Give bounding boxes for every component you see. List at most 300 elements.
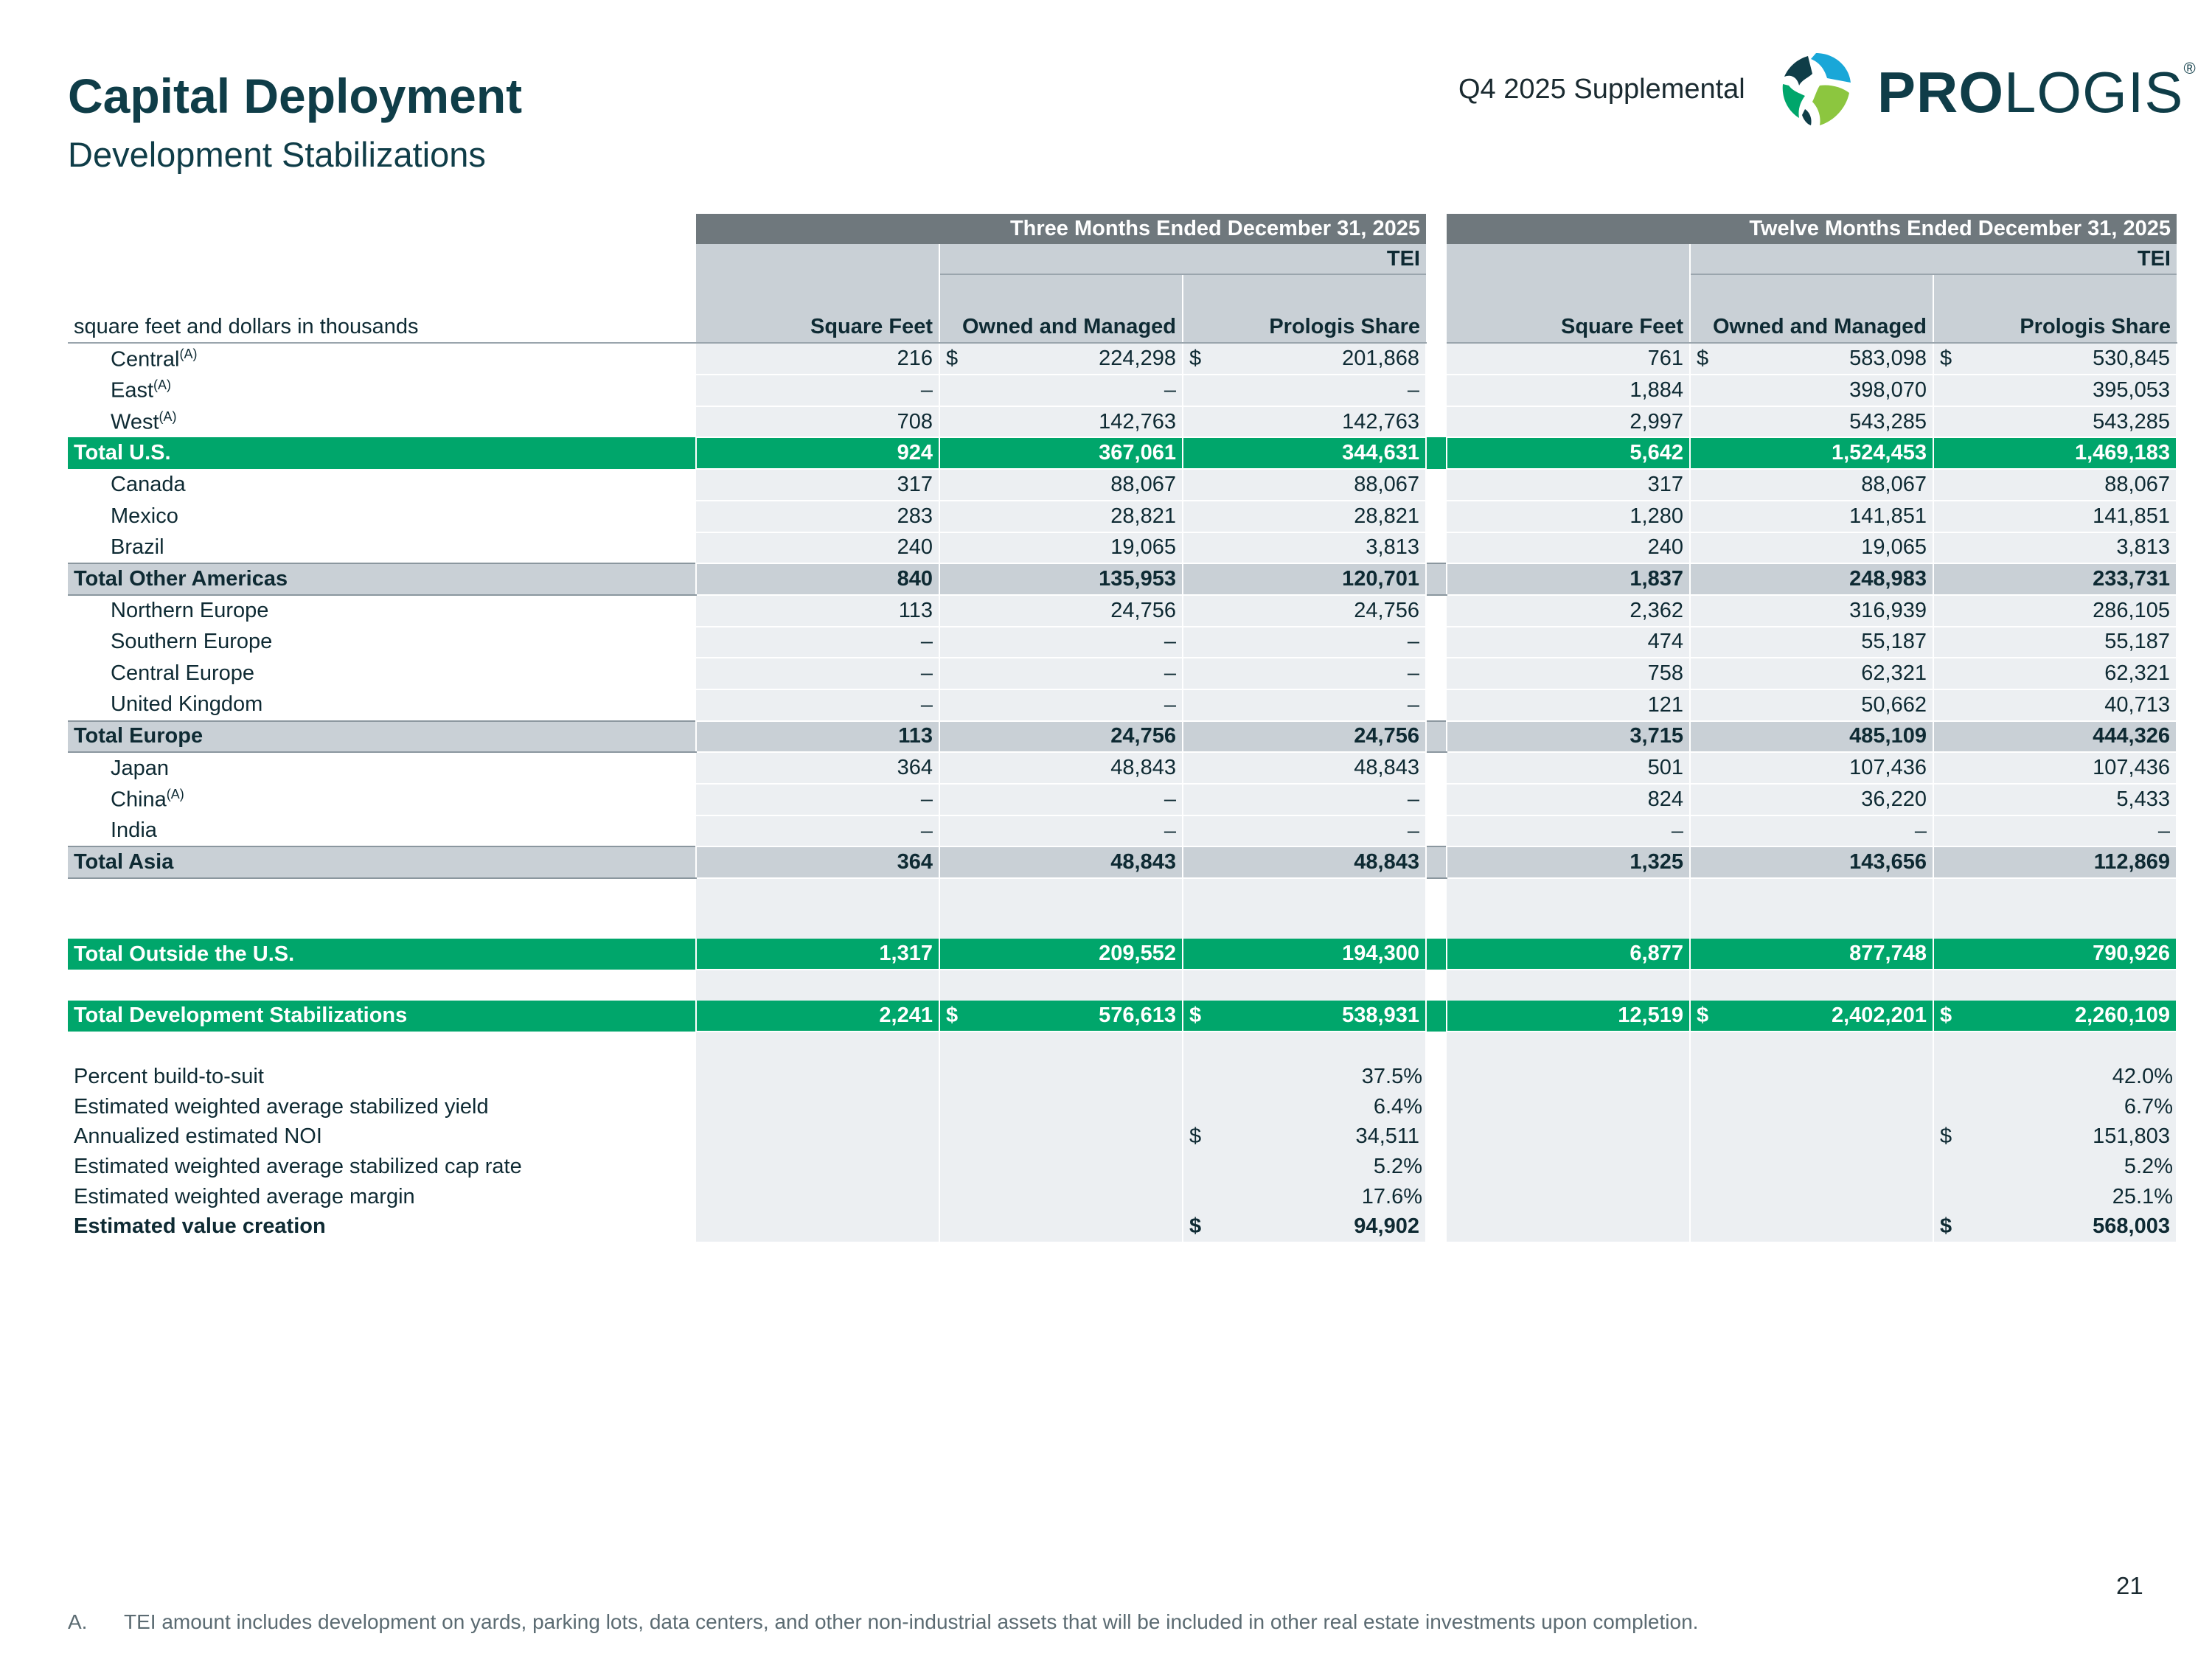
value-cell [939,1001,1183,1032]
cell-value: 48,843 [1354,756,1419,780]
value-cell [1690,627,1933,658]
table-row [68,375,2177,406]
value-cell [1447,501,1690,532]
table-row [68,689,2177,721]
tei-label-y: TEI [1690,244,2177,275]
value-cell [1690,658,1933,689]
metric-label: Estimated weighted average stabilized yield [74,1094,489,1119]
cell-value: – [1407,692,1419,717]
value-cell [696,939,939,970]
cell-value: 88,067 [1110,472,1176,496]
cell-value: – [920,787,933,811]
cell-value: 790,926 [2093,942,2170,966]
metric-number: 42.0 [2112,1065,2154,1089]
value-cell [1447,343,1690,375]
value-cell [939,595,1183,627]
empty-cell [1447,1182,1690,1212]
value-cell [1690,532,1933,564]
cell-value: – [1164,630,1176,654]
row-label [68,627,696,658]
cell-value: 19,065 [1110,535,1176,560]
percent-sign: % [2154,1184,2173,1208]
cell-value: 24,756 [1110,598,1176,622]
metric-value [1183,1062,1426,1092]
metric-value [1183,1122,1426,1152]
cell-value: 824 [1647,787,1683,811]
page-number: 21 [2116,1572,2143,1599]
metric-number: 37.5 [1361,1065,1404,1089]
cell-value: 1,884 [1630,378,1683,402]
metric-number: 6.7 [2124,1094,2154,1119]
row-label [68,815,696,847]
metric-value [1933,1092,2177,1122]
value-cell [939,406,1183,438]
cell-value: – [920,378,933,402]
value-cell [1690,437,1933,469]
metric-value [1933,1062,2177,1092]
col-owned-managed: Owned and Managed [939,274,1183,343]
value-cell [1447,563,1690,595]
empty-cell [1447,1062,1690,1092]
value-cell [696,406,939,438]
row-label [68,469,696,501]
value-cell [1183,689,1426,721]
value-cell [1690,721,1933,753]
value-cell [1933,815,2177,847]
value-cell [939,815,1183,847]
row-label [68,595,696,627]
value-cell [1447,406,1690,438]
empty-cell [939,1182,1183,1212]
percent-sign: % [2154,1155,2173,1179]
spacer-row [68,1032,2177,1062]
empty-cell [696,1212,939,1242]
value-cell [696,658,939,689]
value-cell [1447,784,1690,815]
cell-value: 317 [1647,472,1683,496]
value-cell [1183,721,1426,753]
value-cell [696,846,939,878]
metric-number: 17.6 [1361,1184,1404,1208]
value-cell [939,563,1183,595]
value-cell [1447,595,1690,627]
cell-value: 474 [1647,630,1683,654]
empty-cell [1447,1152,1690,1182]
cell-value: 1,837 [1630,567,1683,591]
row-label-text: Total U.S. [74,441,171,465]
cell-value: – [1164,818,1176,843]
col-square-feet: Square Feet [1447,274,1690,343]
value-cell [696,532,939,564]
value-cell [1690,501,1933,532]
row-label-text: West [111,410,159,434]
cell-value: 107,436 [2093,756,2170,780]
cell-value: – [1407,630,1419,654]
cell-value: 761 [1647,347,1683,371]
empty-cell [939,1062,1183,1092]
empty-cell [696,1062,939,1092]
value-cell [1933,343,2177,375]
percent-sign: % [2154,1065,2173,1089]
metric-value [1183,1092,1426,1122]
cell-value: 62,321 [2104,661,2170,686]
cell-value: 12,519 [1618,1003,1683,1027]
cell-value: 48,843 [1110,756,1176,780]
cell-value: – [1407,661,1419,686]
value-cell [1933,375,2177,406]
metric-number: 34,511 [1355,1124,1419,1149]
value-cell [939,939,1183,970]
value-cell [1183,846,1426,878]
row-label [68,689,696,721]
value-cell [1447,532,1690,564]
globe-icon [1775,49,1857,130]
empty-cell [1447,1122,1690,1152]
cell-value: 1,524,453 [1831,441,1927,465]
cell-value: 395,053 [2093,378,2170,402]
total-row [68,437,2177,469]
table-row [68,627,2177,658]
units-label: square feet and dollars in thousands [68,274,696,343]
development-stabilizations-table [68,214,2177,1242]
value-cell [696,689,939,721]
metric-value [1183,1182,1426,1212]
value-cell [1933,721,2177,753]
cell-value: 367,061 [1099,441,1176,465]
footnote-text: TEI amount includes development on yards, parking lots, data centers, and other non-industrial assets that will be included in other real estate investments upon completion. [124,1610,1699,1633]
cell-value: 62,321 [1861,661,1927,686]
footnote [68,1610,1698,1634]
cell-value: 3,813 [2116,535,2170,560]
cell-value: 107,436 [1849,756,1927,780]
cell-value: 3,715 [1630,724,1683,748]
percent-sign: % [2154,1094,2173,1119]
value-cell [1690,689,1933,721]
value-cell [1933,658,2177,689]
value-cell [1690,815,1933,847]
cell-value: – [1164,661,1176,686]
cell-value: 248,983 [1849,567,1927,591]
value-cell [1183,658,1426,689]
value-cell [1447,437,1690,469]
empty-cell [939,1212,1183,1242]
value-cell [939,343,1183,375]
row-label [68,721,696,753]
period-header-row [68,214,2177,244]
value-cell [939,532,1183,564]
table-row [68,784,2177,815]
cell-value: 48,843 [1110,850,1176,874]
value-cell [696,784,939,815]
value-cell [939,752,1183,784]
value-cell [696,752,939,784]
row-label-text: Japan [111,756,170,780]
supplemental-label: Q4 2025 Supplemental [1458,74,1745,105]
percent-sign: % [1403,1184,1422,1208]
value-cell [1933,939,2177,970]
metric-row [68,1122,2177,1152]
table-row [68,469,2177,501]
row-label [68,375,696,406]
metric-number: 5.2 [2124,1155,2154,1179]
cell-value: 1,469,183 [2074,441,2170,465]
value-cell [1183,752,1426,784]
currency-symbol: $ [1189,1003,1202,1027]
cell-value: 2,241 [879,1003,933,1027]
cell-value: – [1407,378,1419,402]
currency-symbol: $ [1697,1003,1709,1027]
value-cell [939,437,1183,469]
row-label-text: East [111,378,154,403]
value-cell [1447,658,1690,689]
cell-value: 344,631 [1342,441,1419,465]
cell-value: – [1407,818,1419,843]
value-cell [696,343,939,375]
empty-cell [1690,1092,1933,1122]
value-cell [1183,627,1426,658]
cell-value: 583,098 [1849,347,1927,371]
metric-number: 5.2 [1373,1155,1404,1179]
value-cell [1447,689,1690,721]
cell-value: 88,067 [1354,472,1419,496]
footnote-ref: (A) [179,346,198,361]
metric-number: 6.4 [1373,1094,1404,1119]
value-cell [1933,406,2177,438]
cell-value: 142,763 [1342,409,1419,434]
value-cell [939,721,1183,753]
currency-symbol: $ [1189,347,1202,371]
row-label-text: India [111,818,157,843]
cell-value: – [1671,818,1683,843]
empty-cell [1447,1092,1690,1122]
cell-value: 877,748 [1849,942,1927,966]
value-cell [1183,406,1426,438]
cell-value: 316,939 [1849,598,1927,622]
cell-value: 6,877 [1630,942,1683,966]
footnote-ref: (A) [166,787,184,802]
col-prologis-share: Prologis Share [1183,274,1426,343]
cell-value: 538,931 [1342,1003,1419,1027]
metric-number: 25.1 [2112,1184,2154,1208]
cell-value: 840 [897,567,933,591]
value-cell [1183,595,1426,627]
spacer-row [68,878,2177,909]
value-cell [1933,563,2177,595]
row-label-text: Northern Europe [111,599,269,623]
value-cell [1690,846,1933,878]
cell-value: 48,843 [1354,850,1419,874]
cell-value: 924 [897,441,933,465]
row-label [68,532,696,564]
row-label-text: Total Asia [74,850,174,874]
cell-value: – [920,661,933,686]
cell-value: 141,851 [1849,504,1927,528]
cell-value: – [1407,787,1419,811]
cell-value: 142,763 [1099,409,1176,434]
value-cell [1183,939,1426,970]
value-cell [939,689,1183,721]
cell-value: 50,662 [1861,692,1927,717]
currency-symbol: $ [1189,1214,1202,1239]
total-row [68,846,2177,878]
value-cell [696,815,939,847]
cell-value: 283 [897,504,933,528]
cell-value: 3,813 [1366,535,1419,560]
metric-value [1933,1122,2177,1152]
row-label-text: Canada [111,472,186,496]
percent-sign: % [1403,1094,1422,1119]
spacer-row [68,970,2177,1001]
empty-cell [1447,1212,1690,1242]
value-cell [1690,595,1933,627]
page-title: Capital Deployment [68,69,523,123]
cell-value: – [1164,692,1176,717]
metric-number: 151,803 [2093,1124,2170,1149]
value-cell [1447,1001,1690,1032]
table-row [68,815,2177,847]
value-cell [696,627,939,658]
col-owned-managed: Owned and Managed [1690,274,1933,343]
cell-value: 708 [897,409,933,434]
cell-value: 19,065 [1861,535,1927,560]
value-cell [1690,406,1933,438]
row-label [68,658,696,689]
cell-value: 5,433 [2116,787,2170,811]
value-cell [1447,752,1690,784]
metric-label: Percent build-to-suit [74,1065,264,1089]
value-cell [939,658,1183,689]
cell-value: 113 [898,724,933,748]
value-cell [939,784,1183,815]
table-row [68,343,2177,375]
value-cell [1183,815,1426,847]
cell-value: 40,713 [2104,692,2170,717]
value-cell [939,469,1183,501]
value-cell [1183,563,1426,595]
cell-value: 88,067 [1861,472,1927,496]
value-cell [1183,532,1426,564]
value-cell [696,375,939,406]
value-cell [1933,437,2177,469]
empty-cell [696,1092,939,1122]
value-cell [696,563,939,595]
value-cell [1933,784,2177,815]
metric-label: Annualized estimated NOI [74,1124,322,1149]
value-cell [1447,846,1690,878]
empty-cell [1690,1062,1933,1092]
cell-value: 113 [898,598,933,622]
value-cell [1183,343,1426,375]
currency-symbol: $ [946,347,959,371]
cell-value: 141,851 [2093,504,2170,528]
logo-wordmark: PROLOGIS® [1877,59,2197,125]
value-cell [1183,784,1426,815]
row-label [68,846,696,878]
metric-value [1933,1182,2177,1212]
row-label [68,343,696,375]
prologis-logo [1775,49,2197,130]
cell-value: – [1914,818,1927,843]
total-row [68,563,2177,595]
value-cell [1933,501,2177,532]
row-label [68,437,696,469]
value-cell [1933,595,2177,627]
column-header-row [68,274,2177,343]
cell-value: – [1164,787,1176,811]
currency-symbol: $ [1940,1124,1952,1149]
cell-value: 224,298 [1099,347,1176,371]
value-cell [1447,469,1690,501]
metric-value [1933,1152,2177,1182]
value-cell [696,721,939,753]
footnote-ref: (A) [159,408,177,424]
metric-value [1933,1212,2177,1242]
cell-value: 201,868 [1342,347,1419,371]
cell-value: 240 [897,535,933,560]
metric-label: Estimated weighted average margin [74,1184,415,1208]
metric-row [68,1092,2177,1122]
value-cell [1690,563,1933,595]
value-cell [1690,784,1933,815]
value-cell [1933,1001,2177,1032]
value-cell [1183,469,1426,501]
cell-value: 24,756 [1354,724,1419,748]
empty-cell [1690,1182,1933,1212]
total-row [68,1001,2177,1032]
row-label-text: Total Outside the U.S. [74,942,295,966]
value-cell [1183,501,1426,532]
value-cell [1183,1001,1426,1032]
value-cell [1933,532,2177,564]
value-cell [696,437,939,469]
cell-value: 364 [897,756,933,780]
value-cell [1447,375,1690,406]
row-label-text: Mexico [111,504,178,528]
cell-value: 55,187 [1861,630,1927,654]
table-row [68,406,2177,438]
tei-label-q: TEI [939,244,1426,275]
cell-value: – [920,630,933,654]
page-subtitle: Development Stabilizations [68,135,486,174]
row-label [68,406,696,438]
row-label-text: Brazil [111,535,164,559]
value-cell [1183,437,1426,469]
value-cell [1690,752,1933,784]
cell-value: 2,402,201 [1831,1003,1927,1027]
value-cell [1690,343,1933,375]
empty-cell [939,1092,1183,1122]
cell-value: 1,280 [1630,504,1683,528]
metric-row [68,1062,2177,1092]
cell-value: 88,067 [2104,472,2170,496]
metric-row [68,1152,2177,1182]
cell-value: 216 [897,347,933,371]
value-cell [696,501,939,532]
cell-value: 240 [1647,535,1683,560]
footnote-ref: (A) [153,378,172,393]
value-cell [1933,846,2177,878]
cell-value: 364 [897,850,933,874]
empty-cell [939,1152,1183,1182]
cell-value: 758 [1647,661,1683,686]
value-cell [1690,1001,1933,1032]
value-cell [1933,627,2177,658]
value-cell [1447,627,1690,658]
cell-value: 543,285 [1849,409,1927,434]
table-row [68,532,2177,564]
empty-cell [1690,1212,1933,1242]
cell-value: 121 [1647,692,1683,717]
